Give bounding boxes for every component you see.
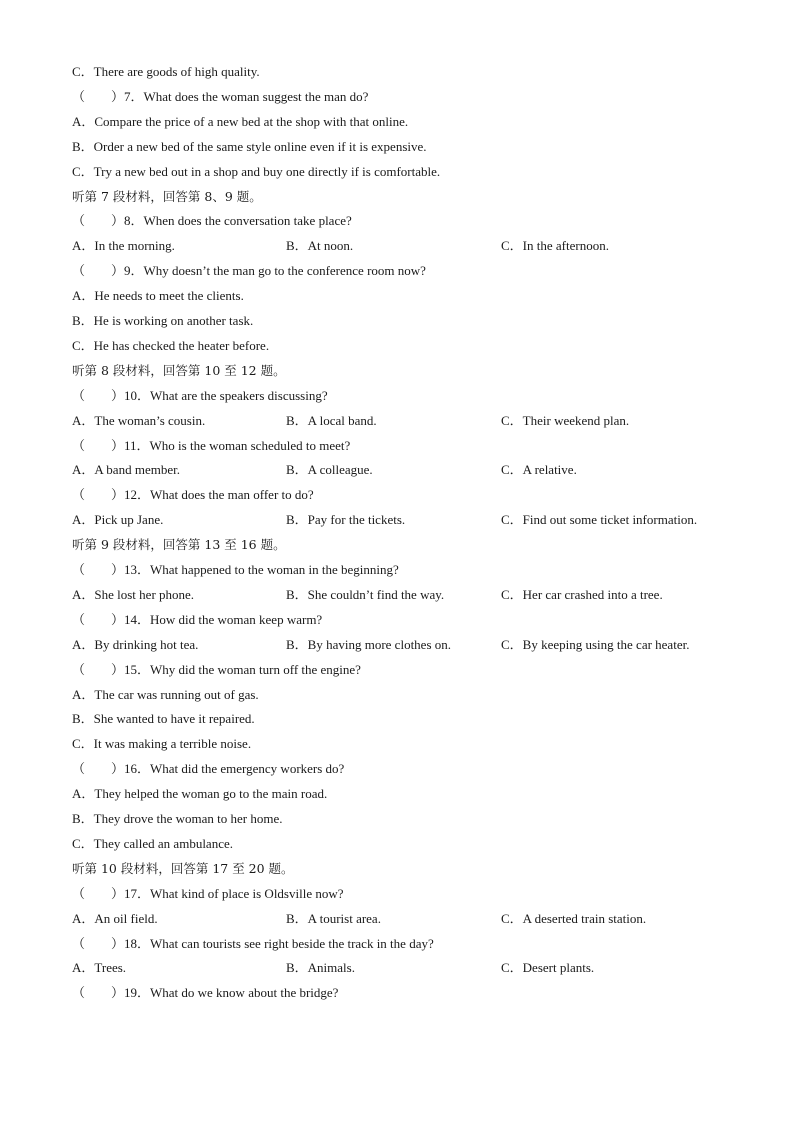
answer-option: C．It was making a terrible noise. [72,736,252,752]
question-stem: （ ）14．How did the woman keep warm? [72,611,323,627]
answer-option-c: C．A relative. [501,462,577,478]
section-heading: 听第 7 段材料，回答第 8、9 题。 [72,188,262,204]
answer-option: B．She wanted to have it repaired. [72,711,255,727]
question-stem: （ ）17．What kind of place is Oldsville now? [72,885,344,901]
answer-option-c: C．Their weekend plan. [501,412,630,428]
answer-option: A．They helped the woman go to the main road. [72,786,328,802]
answer-option-b: B．A local band. [286,412,377,428]
answer-option-c: C．Find out some ticket information. [501,512,698,528]
answer-option-c: C．Her car crashed into a tree. [501,586,663,602]
answer-option: C．Try a new bed out in a shop and buy one directly if is comfortable. [72,163,441,179]
answer-option-b: B．At noon. [286,238,354,254]
answer-option-c: C．By keeping using the car heater. [501,636,690,652]
question-stem: （ ）13．What happened to the woman in the beginning? [72,562,399,577]
answer-option: C．He has checked the heater before. [72,337,270,353]
question-stem: （ ）8．When does the conversation take place? [72,213,352,229]
section-heading: 听第 9 段材料，回答第 13 至 16 题。 [72,537,286,553]
answer-option: B．Order a new bed of the same style online even if it is expensive. [72,138,427,154]
section-heading: 听第 8 段材料，回答第 10 至 12 题。 [72,362,286,378]
question-stem: （ ）18．What can tourists see right beside the track in the day? [72,935,434,951]
question-stem: （ ）19．What do we know about the bridge? [72,985,339,1001]
question-stem: （ ）11．Who is the woman scheduled to meet? [72,437,351,453]
answer-option: A．Compare the price of a new bed at the shop with that online. [72,113,409,129]
answer-option: C．There are goods of high quality. [72,64,260,79]
answer-option-b: B．By having more clothes on. [286,636,452,652]
question-stem: （ ）10．What are the speakers discussing? [72,387,328,403]
answer-option-a: A．In the morning. [72,238,175,254]
answer-option-b: B．Animals. [286,960,355,976]
answer-option: A．He needs to meet the clients. [72,288,244,304]
answer-option-a: A．She lost her phone. [72,586,195,602]
answer-option-c: C．In the afternoon. [501,238,609,254]
answer-option-a: A．A band member. [72,462,180,478]
answer-option: A．The car was running out of gas. [72,686,259,702]
answer-option-a: A．Trees. [72,960,127,976]
section-heading: 听第 10 段材料，回答第 17 至 20 题。 [72,860,294,876]
answer-option: B．They drove the woman to her home. [72,811,283,826]
answer-option-c: C．A deserted train station. [501,910,647,926]
answer-option: C．They called an ambulance. [72,835,233,851]
answer-option-a: A．The woman’s cousin. [72,412,206,428]
answer-option-b: B．She couldn’t find the way. [286,586,445,602]
question-stem: （ ）9．Why doesn’t the man go to the conference room now? [72,263,426,279]
question-stem: （ ）12．What does the man offer to do? [72,487,314,503]
answer-option-a: A．By drinking hot tea. [72,636,199,652]
answer-option-b: B．A colleague. [286,462,373,478]
question-stem: （ ）15．Why did the woman turn off the engine? [72,661,361,677]
answer-option-c: C．Desert plants. [501,960,595,976]
answer-option-a: A．An oil field. [72,910,158,926]
question-stem: （ ）7．What does the woman suggest the man do? [72,88,369,104]
answer-option: B．He is working on another task. [72,313,254,328]
answer-option-b: B．Pay for the tickets. [286,512,406,528]
answer-option-b: B．A tourist area. [286,910,381,926]
question-stem: （ ）16．What did the emergency workers do? [72,761,345,777]
answer-option-a: A．Pick up Jane. [72,512,164,528]
